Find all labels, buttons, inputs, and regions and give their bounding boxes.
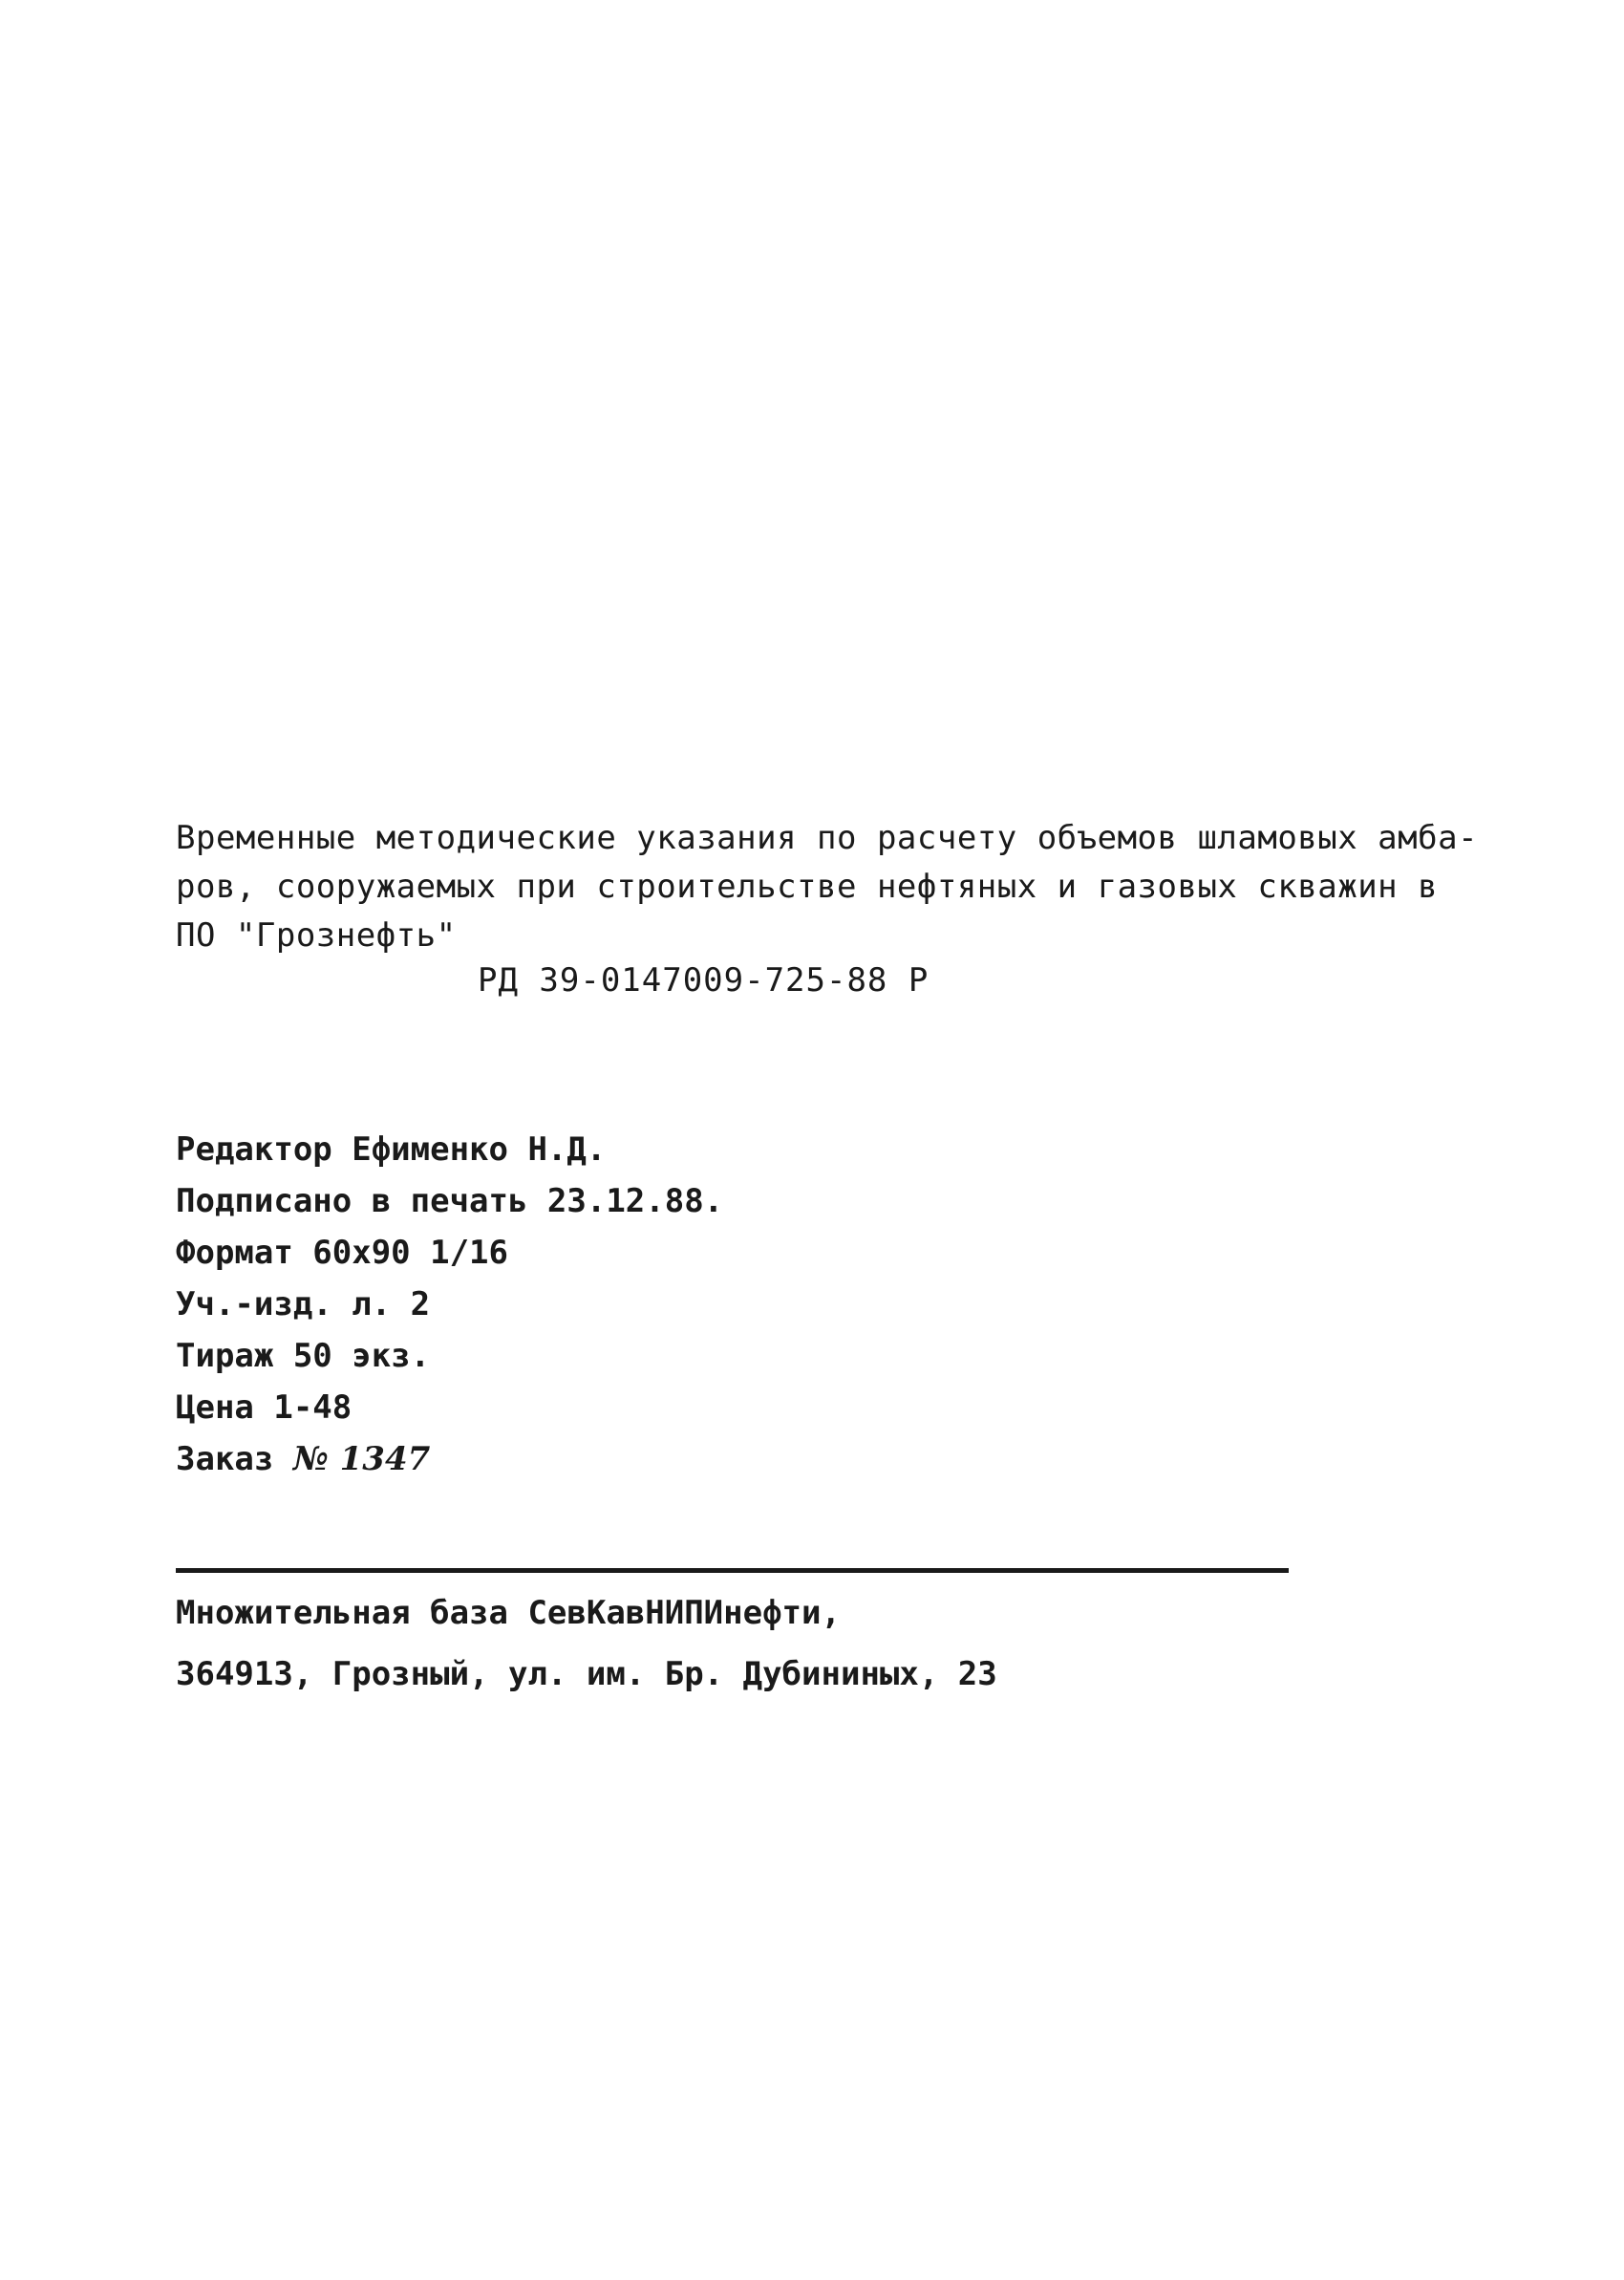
document-title-block — [176, 814, 1494, 960]
imprint-block — [176, 1124, 723, 1485]
editor-line: Редактор Ефименко Н.Д. — [176, 1130, 607, 1169]
price-line: Цена 1-48 — [176, 1388, 353, 1427]
signed-to-print-line: Подписано в печать 23.12.88. — [176, 1182, 724, 1220]
publisher-block — [176, 1582, 997, 1705]
print-run-line: Тираж 50 экз. — [176, 1337, 431, 1375]
order-line — [176, 1433, 723, 1485]
title-line: ров, сооружаемых при строительстве нефтяных и газовых скважин в — [176, 868, 1439, 906]
order-label: Заказ — [176, 1440, 274, 1478]
publishing-sheets-line: Уч.-изд. л. 2 — [176, 1285, 431, 1323]
document-number: РД 39-0147009-725-88 Р — [478, 961, 930, 1000]
order-number-handwritten: № 1347 — [292, 1440, 431, 1478]
title-line: ПО "Грознефть" — [176, 916, 457, 955]
publisher-address: 364913, Грозный, ул. им. Бр. Дубининых, 23 — [176, 1655, 997, 1693]
format-line: Формат 60х90 1/16 — [176, 1234, 508, 1272]
publisher-name: Множительная база СевКавНИПИнефти, — [176, 1594, 841, 1632]
title-line: Временные методические указания по расчету объемов шламовых амба- — [176, 819, 1479, 857]
divider-rule — [176, 1568, 1289, 1573]
